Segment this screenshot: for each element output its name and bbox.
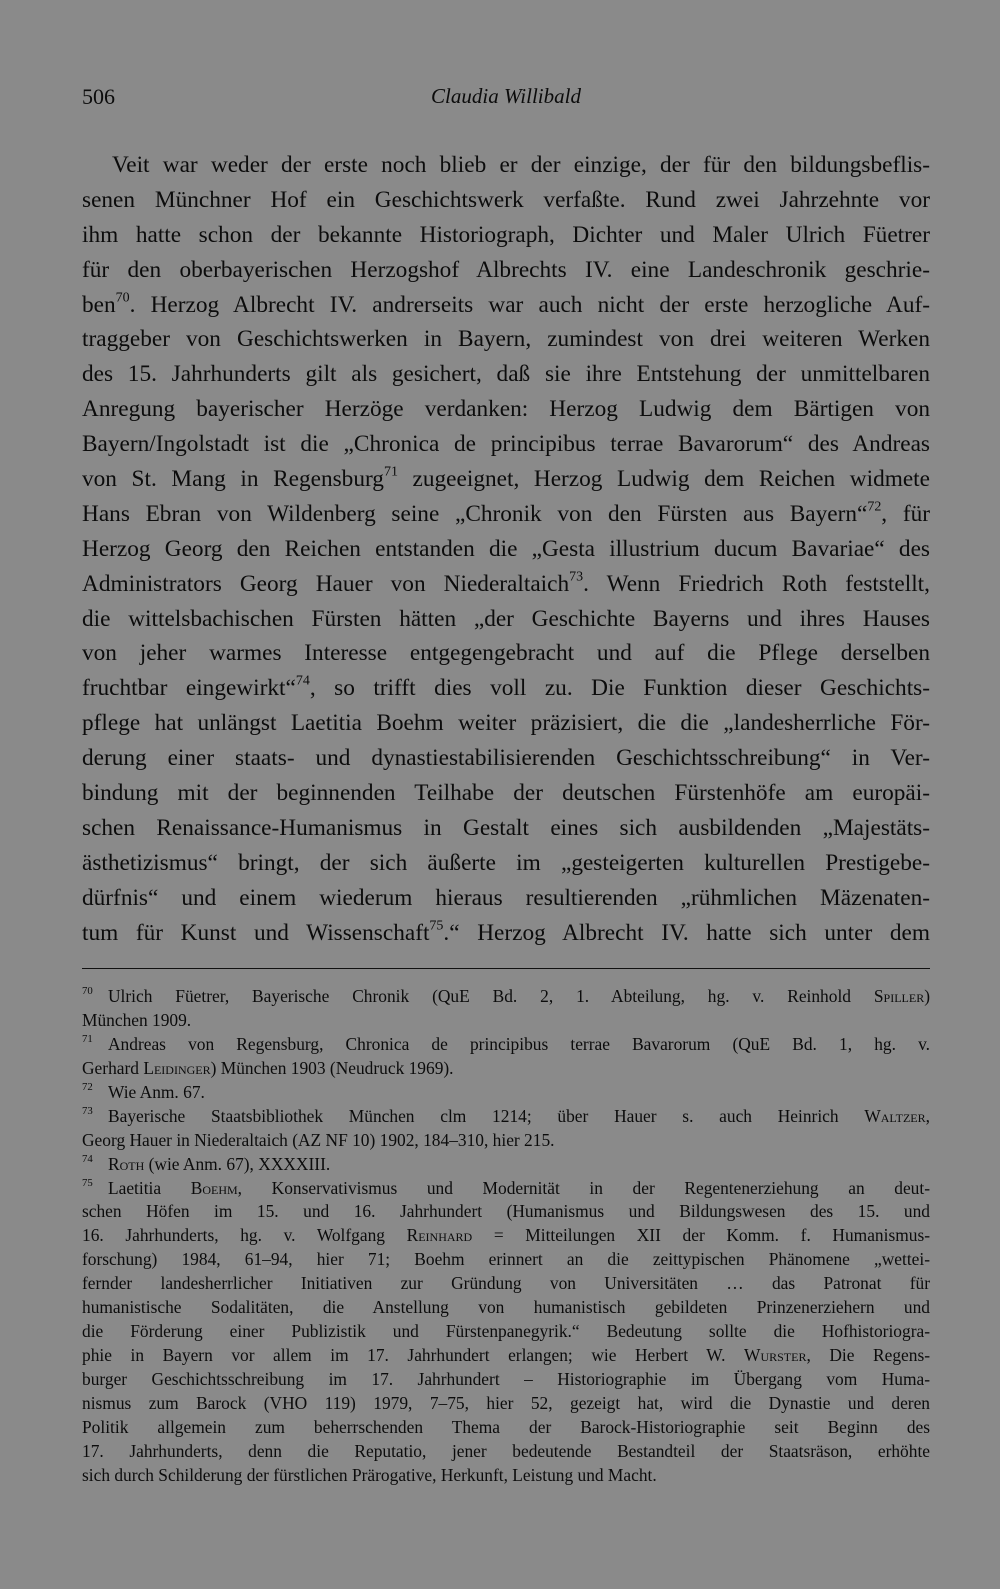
- footnote-line: die Förderung einer Publizistik und Fürstenpanegyrik.“ Bedeutung sollte die Hofhistoriogra-: [82, 1321, 930, 1342]
- footnote-line: Politik allgemein zum beherrschenden Thema der Barock-Historiographie seit Beginn des: [82, 1416, 930, 1437]
- footnote-72: [82, 1081, 930, 1105]
- footnote-line: 17. Jahrhunderts, denn die Reputatio, jener bedeutende Bestandteil der Staatsräson, erhöhte: [82, 1440, 930, 1461]
- footnote-line: Gerhard Leidinger) München 1903 (Neudruck 1969).: [82, 1057, 454, 1078]
- footnote-line: 72 Wie Anm. 67.: [82, 1081, 205, 1102]
- footnote-line: Georg Hauer in Niederaltaich (AZ NF 10) 1902, 184–310, hier 215.: [82, 1129, 555, 1150]
- footnote-line: humanistische Sodalitäten, die Anstellung von humanistisch gebildeten Prinzenerziehern und: [82, 1297, 930, 1318]
- text-line: traggeber von Geschichtswerken in Bayern, zumindest von drei weiteren Werken: [82, 326, 930, 353]
- footnote-75: [82, 1177, 930, 1488]
- footnotes: [82, 985, 930, 1488]
- text-line: ästhetizismus“ bringt, der sich äußerte im „gesteigerten kulturellen Prestigebe-: [82, 849, 930, 876]
- footnote-ref-73[interactable]: 73: [569, 569, 584, 585]
- text-line: pflege hat unlängst Laetitia Boehm weiter präzisiert, die die „landesherrliche För-: [82, 710, 930, 737]
- footnote-ref-75[interactable]: 75: [429, 918, 444, 934]
- footnote-separator: [82, 968, 930, 969]
- footnote-line: phie in Bayern vor allem im 17. Jahrhundert erlangen; wie Herbert W. Wurster, Die Regens-: [82, 1345, 931, 1366]
- text-line: Veit war weder der erste noch blieb er der einzige, der für den bildungsbeflis-: [112, 152, 930, 178]
- footnote-ref-71[interactable]: 71: [383, 464, 398, 480]
- footnote-line: 75 Laetitia Boehm, Konservativismus und Modernität in der Regentenerziehung an deut-: [82, 1176, 930, 1198]
- footnote-line: burger Geschichtsschreibung im 17. Jahrhundert – Historiographie im Übergang vom Huma-: [82, 1369, 930, 1389]
- text-line: derung einer staats- und dynastiestabilisierenden Geschichtsschreibung“ in Ver-: [82, 745, 930, 772]
- text-line: bindung mit der beginnenden Teilhabe der deutschen Fürstenhöfe am europäi-: [82, 780, 930, 807]
- text-line: tum für Kunst und Wissenschaft$^{75}$.“ Herzog Albrecht IV. hatte sich unter dem: [82, 918, 930, 946]
- footnote-ref-70[interactable]: 70: [115, 290, 130, 306]
- footnote-line: 16. Jahrhunderts, hg. v. Wolfgang Reinhard = Mitteilungen XII der Komm. f. Humanismus-: [82, 1225, 930, 1246]
- footnote-line: nismus zum Barock (VHO 119) 1979, 7–75, hier 52, gezeigt hat, wird die Dynastie und deren: [82, 1392, 930, 1413]
- text-line: von jeher warmes Interesse entgegengebracht und auf die Pflege derselben: [82, 640, 930, 667]
- footnote-line: forschung) 1984, 61–94, hier 71; Boehm erinnert an die zeittypischen Phänomene „wettei-: [82, 1249, 930, 1270]
- footnote-line: 74 Roth (wie Anm. 67), XXXXIII.: [82, 1153, 331, 1174]
- text-line: fruchtbar eingewirkt“$^{74}$, so trifft dies voll zu. Die Funktion dieser Geschichts-: [82, 673, 930, 702]
- footnote-line: 73 Bayerische Staatsbibliothek München clm 1214; über Hauer s. auch Heinrich Waltzer,: [82, 1105, 930, 1126]
- footnote-71: [82, 1033, 930, 1081]
- text-line: ben$^{70}$. Herzog Albrecht IV. andrerseits war auch nicht der erste herzogliche Auf-: [82, 290, 930, 318]
- text-line: von St. Mang in Regensburg$^{71}$ zugeeignet, Herzog Ludwig dem Reichen widmete: [82, 464, 930, 493]
- footnote-ref-74[interactable]: 74: [295, 673, 310, 689]
- text-line: ihm hatte schon der bekannte Historiograph, Dichter und Maler Ulrich Füetrer: [82, 221, 930, 248]
- text-line: Anregung bayerischer Herzöge verdanken: Herzog Ludwig dem Bärtigen von: [82, 396, 930, 423]
- footnote-ref-72[interactable]: 72: [867, 499, 882, 515]
- text-line: Administrators Georg Hauer von Niederaltaich$^{73}$. Wenn Friedrich Roth feststellt,: [82, 569, 930, 597]
- footnote-line: schen Höfen im 15. und 16. Jahrhundert (Humanismus und Bildungswesen des 15. und: [82, 1201, 930, 1222]
- footnote-line: München 1909.: [82, 1009, 192, 1030]
- footnote-line: sich durch Schilderung der fürstlichen Prärogative, Herkunft, Leistung und Macht.: [82, 1464, 657, 1485]
- footnote-74: [82, 1153, 930, 1177]
- text-line: senen Münchner Hof ein Geschichtswerk verfaßte. Rund zwei Jahrzehnte vor: [82, 186, 930, 213]
- footnote-73: [82, 1105, 930, 1153]
- main-text: [82, 148, 930, 950]
- text-line: des 15. Jahrhunderts gilt als gesichert, daß sie ihre Entstehung der unmittelbaren: [82, 361, 930, 388]
- text-line: für den oberbayerischen Herzogshof Albrechts IV. eine Landeschronik geschrie-: [82, 256, 930, 283]
- footnote-line: 70 Ulrich Füetrer, Bayerische Chronik (QuE Bd. 2, 1. Abteilung, hg. v. Reinhold Spiller): [82, 985, 930, 1006]
- text-line: Herzog Georg den Reichen entstanden die „Gesta illustrium ducum Bavariae“ des: [82, 535, 930, 562]
- text-line: die wittelsbachischen Fürsten hätten „der Geschichte Bayerns und ihres Hauses: [82, 605, 930, 632]
- footnote-line: 71 Andreas von Regensburg, Chronica de principibus terrae Bavarorum (QuE Bd. 1, hg. v.: [82, 1033, 930, 1054]
- page-header: [82, 84, 930, 118]
- text-line: schen Renaissance-Humanismus in Gestalt eines sich ausbildenden „Majestäts-: [82, 814, 930, 841]
- footnote-70: [82, 985, 930, 1033]
- footnote-line: fernder landesherrlicher Initiativen zur Gründung von Universitäten … das Patronat für: [82, 1273, 930, 1294]
- text-line: Bayern/Ingolstadt ist die „Chronica de principibus terrae Bavarorum“ des Andreas: [82, 431, 930, 458]
- page-number: 506: [82, 84, 115, 109]
- running-head-author: Claudia Willibald: [431, 84, 581, 108]
- text-line: dürfnis“ und einem wiederum hieraus resultierenden „rühmlichen Mäzenaten-: [82, 884, 930, 911]
- text-line: Hans Ebran von Wildenberg seine „Chronik von den Fürsten aus Bayern“$^{72}$, für: [82, 499, 930, 527]
